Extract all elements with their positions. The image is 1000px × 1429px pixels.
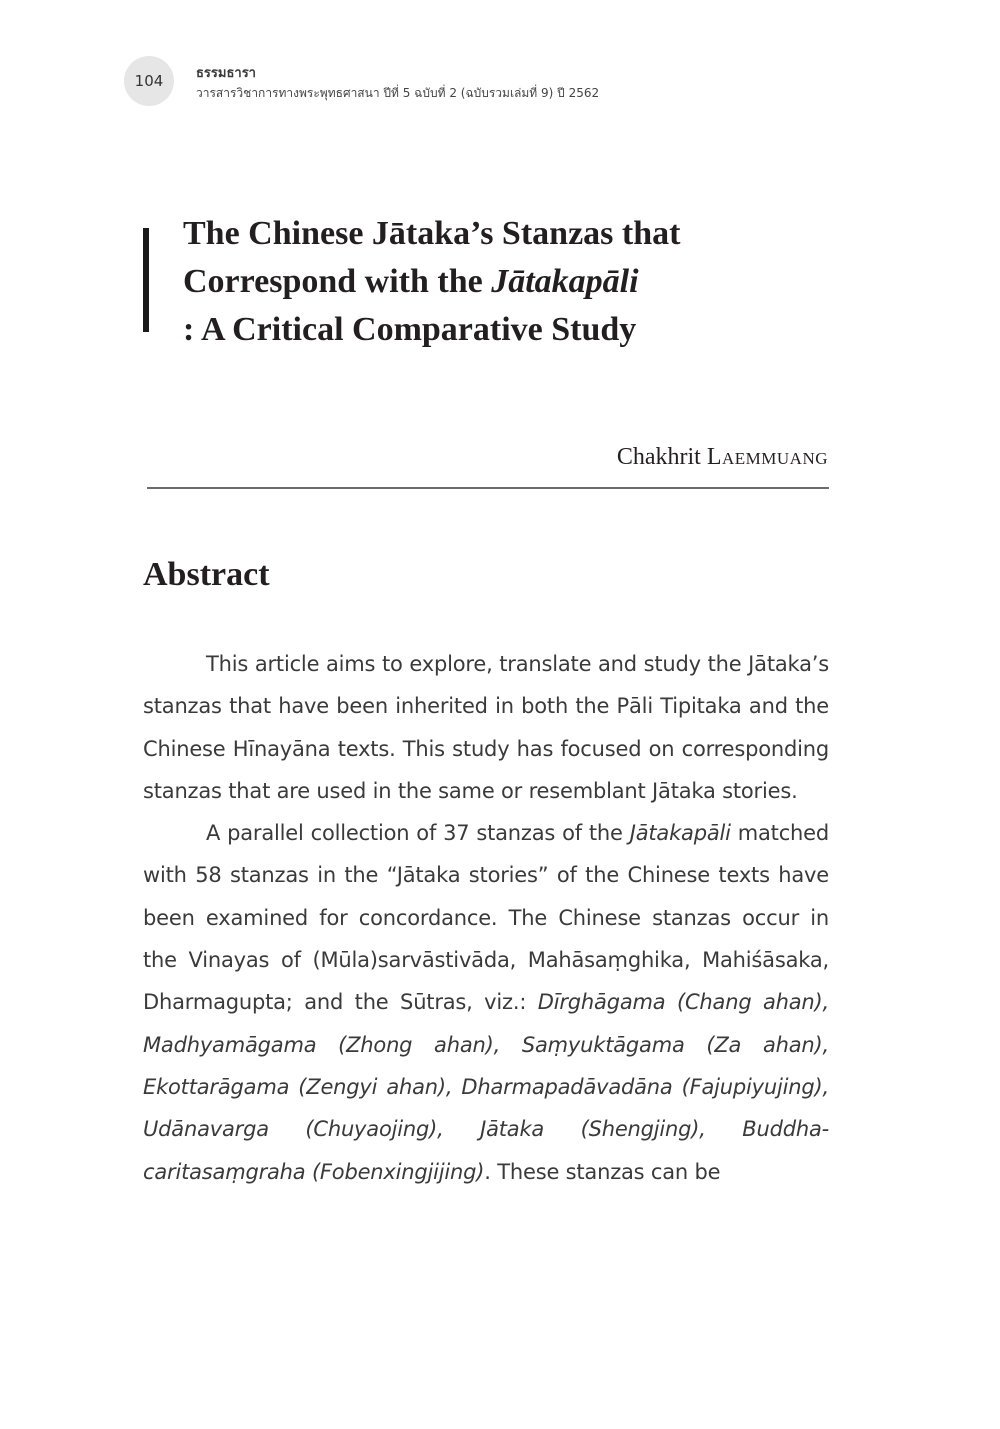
journal-issue: วารสารวิชาการทางพระพุทธศาสนา ปีที่ 5 ฉบับที่ 2 (ฉบับรวมเล่มที่ 9) ปี 2562 (196, 86, 600, 100)
p2-italic-jatakapali: Jātakapāli (629, 821, 731, 846)
page-number-badge (124, 56, 174, 106)
title-line-2-prefix: Correspond with the (183, 263, 492, 300)
p2-text-e: . These stanzas can be (484, 1159, 721, 1184)
abstract-body (143, 643, 829, 1193)
p2-italic-sources: Dīrghāgama (Chang ahan), Madhyamāgama (Zhong ahan), Saṃyuktāgama (Za ahan), Ekottarāgama (Zengyi ahan), Dharmapadāvadāna (Fajupiyujing), Udānavarga (Chuyaojing), Jātaka (Shengjing), Buddha-caritasaṃgraha (Fobenxingjijing) (143, 990, 830, 1184)
article-title (183, 210, 680, 354)
author-last-name: LAEMMUANG (706, 444, 828, 470)
journal-name: ธรรมธารา (196, 66, 256, 81)
title-line-2-italic: Jātakapāli (491, 263, 639, 300)
title-line-3: : A Critical Comparative Study (183, 311, 637, 348)
title-line-1: The Chinese Jātaka’s Stanzas that (183, 215, 681, 252)
abstract-heading: Abstract (143, 556, 270, 593)
author-divider (147, 487, 829, 489)
author-first-name: Chakhrit (616, 444, 701, 470)
author-name (617, 444, 828, 471)
abstract-paragraph-1: This article aims to explore, translate and study the Jātaka’s stanzas that have been inherited in both the Pāli Tipitaka and the Chinese Hīnayāna texts. This study has focused on corresponding stanzas that are used in the same or resemblant Jātaka stories. (143, 652, 829, 803)
title-accent-bar (143, 228, 149, 332)
page-number: 104 (134, 72, 164, 90)
abstract-paragraph-2 (143, 812, 829, 1193)
p2-text-c: matched with 58 stanzas in the “Jātaka stories” of the Chinese texts have been examined for concordance. The Chinese stanzas occur in the Vinayas of (Mūla)sarvāstivāda, Mahāsaṃghika, Mahiśāsaka, Dharmagupta; and the Sūtras, viz.: (143, 821, 829, 1015)
p2-text-a: A parallel collection of 37 stanzas of the (206, 821, 630, 846)
title-line-2 (183, 258, 680, 306)
